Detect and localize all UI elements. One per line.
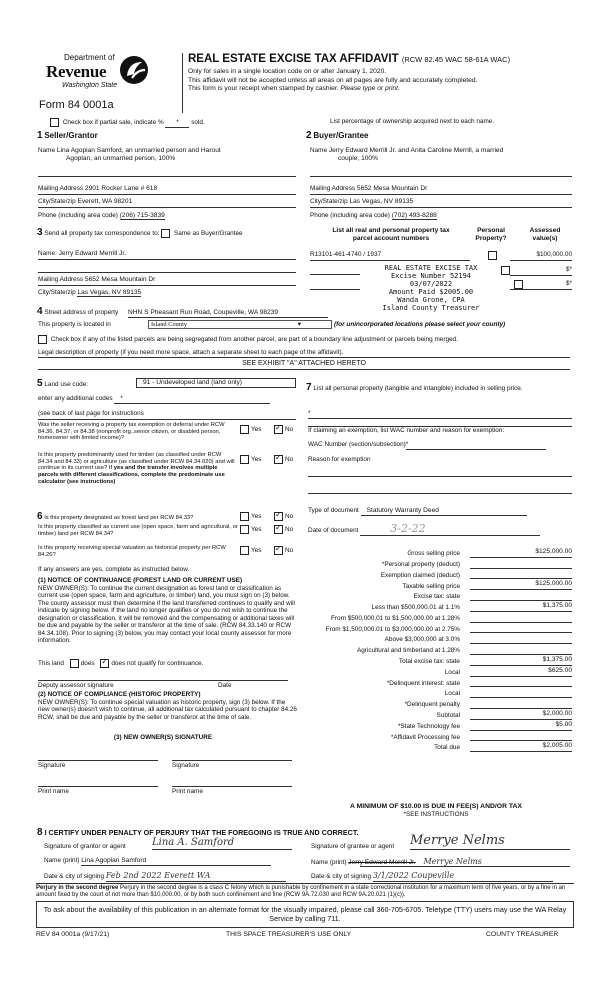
new-owner-signature-2[interactable]: Signature (172, 762, 200, 769)
county-select[interactable]: Island County ▾ (148, 320, 332, 329)
calc-row (300, 601, 572, 612)
calc-label: *State Technology fee (397, 722, 460, 730)
unincorp-note: (for unincorporated locations please select your county) (334, 321, 506, 328)
assessed-value-2[interactable]: $* (565, 266, 572, 273)
section4-address[interactable]: 4 Street address of property NHN S Pheasant Run Road, Coupeville, WA 98239 (37, 306, 328, 318)
form-revision: REV 84 0001a (9/17/21) (36, 931, 110, 938)
calc-value[interactable]: $2,000.00 (470, 710, 572, 720)
partial-sale-checkbox[interactable] (50, 118, 59, 127)
seller-heading: 1 Seller/Grantor (37, 130, 98, 141)
treasurer-use-label: THIS SPACE TREASURER'S USE ONLY (226, 931, 352, 938)
calc-label: Total excise tax: state (398, 658, 460, 666)
q-timber-yes[interactable]: Yes (240, 455, 261, 464)
calc-row (300, 741, 572, 752)
q-forest-yes[interactable]: Yes (240, 512, 261, 521)
calc-row (300, 655, 572, 666)
calc-row (300, 590, 572, 601)
seller-city[interactable]: City/State/zip Everett, WA 98201 (38, 198, 133, 205)
seller-name-field[interactable]: Name Lina Agopian Samford, an unmarried person and Harout Agoplan, an unmarried person, 100% (38, 147, 221, 162)
see-instructions: *SEE INSTRUCTIONS (403, 811, 469, 818)
new-owner-print-2[interactable]: Print name (172, 788, 203, 795)
if-yes-note: If any answers are yes, complete as instructed below. (38, 566, 190, 573)
same-as-buyer-checkbox[interactable] (161, 229, 170, 238)
calc-value[interactable] (470, 731, 572, 741)
form-title: REAL ESTATE EXCISE TAX AFFIDAVIT (RCW 82.45 WAC 58-61A WAC) (188, 53, 511, 65)
q-historic-no[interactable]: ✓ No (274, 546, 293, 555)
personal-property-checkbox-1[interactable] (488, 251, 497, 260)
calc-label: Local (444, 690, 460, 698)
section3-heading: 3 Send all property tax correspondence to: Same as Buyer/Grantee (37, 227, 243, 238)
calc-value[interactable] (470, 613, 572, 623)
accessibility-notice: To ask about the availability of this publication in an alternate format for the visually impaired, please call 360-705-6705. Teletype (TTY) users may use the WA Relay Service by calling 711. (36, 901, 574, 928)
personal-property-checkbox-2[interactable] (501, 266, 510, 275)
calc-label: Taxable selling price (402, 582, 460, 590)
doc-type[interactable]: Type of document Statutory Warranty Deed (308, 507, 527, 516)
calc-row (300, 558, 572, 569)
calc-row (300, 612, 572, 623)
segregated-row: Check box if any of the listed parcels are being segregated from another parcel, are part of a boundary line adjustment or parcels being merged. (38, 335, 458, 344)
calc-value[interactable]: $5.00 (470, 721, 572, 731)
does-not-qualify-checkbox[interactable] (100, 659, 109, 668)
assessed-value-1[interactable]: $100,000.00 (536, 251, 572, 258)
section3-mailing[interactable]: Mailing Address 5652 Mesa Mountain Dr (38, 276, 156, 283)
treasurer-stamp: REAL ESTATE EXCISE TAX Excise Number 52194 03/07/2022 Amount Paid $2005.00 Wanda Grone, CPA Island County Treasurer (382, 264, 480, 313)
calc-value[interactable] (470, 688, 572, 698)
calc-label: Subtotal (436, 712, 460, 720)
calc-value[interactable]: $125,000.00 (470, 548, 572, 558)
exemption-reason[interactable]: Reason for exemption (308, 456, 371, 463)
additional-codes[interactable]: enter any additional codes * (38, 395, 270, 404)
grantee-sig-label: Signature of grantee or agent (311, 843, 395, 850)
calc-value[interactable]: $2,005.00 (470, 742, 572, 752)
calc-value[interactable]: $625.00 (470, 667, 572, 677)
revenue-logo-icon (118, 54, 152, 86)
calc-label: *Personal property (deduct) (381, 560, 460, 568)
form-number: Form 84 0001a (39, 99, 114, 111)
parcel-number-1[interactable]: R13101-461-4740 / 1937 (310, 251, 382, 258)
q-timber-no[interactable]: ✓ No (274, 455, 293, 464)
grantor-date-row[interactable]: Date & city of signing Feb 2nd 2022 Everett WA (44, 871, 286, 882)
county-treasurer-label: COUNTY TREASURER (486, 931, 559, 938)
calc-label: Excise tax: state (413, 593, 460, 601)
new-owner-signature-1[interactable]: Signature (38, 762, 66, 769)
calc-row (300, 569, 572, 580)
assessed-col-header: Assessed value(s) (529, 227, 561, 242)
calc-row (300, 666, 572, 677)
continuance-text: NEW OWNER(S): To continue the current designation as forest land or classification as current use (open space, farm and agriculture, or timber) land, you must sign on (3) below. The county assessor must then determine if the land transferred continues to qualify and will indicate by signing below. If the land no longer qualifies or you do not wish to continue the designation or classification, it will be removed and the compensating or additional taxes will be due and payable by the seller or transferor at the time of sale. (RCW 84.33.140 or RCW 84.34.108). Prior to signing (3) below, you may contact your local county assessor for more information. (38, 585, 295, 644)
calc-value[interactable]: $125,000.00 (470, 580, 572, 590)
personal-property-list[interactable]: * (308, 410, 311, 417)
q-exemption-no[interactable]: ✓ No (274, 425, 293, 434)
deputy-sig-label: Deputy assessor signature (38, 682, 114, 689)
certify-line: 8 I CERTIFY UNDER PENALTY OF PERJURY THAT THE FOREGOING IS TRUE AND CORRECT. (37, 827, 359, 838)
perjury-notice: Perjury in the second degree Perjury in the second degree is a class C felony which is punishable by confinement in a state correctional institution for a maximum term of five years, or by a fine in an amount fixed by the court of not more than $10,000.00, or by both such confinement and fine (RCW 9A.72.030 and RCW 9A.20.021 (1)(c)). (36, 883, 574, 899)
calc-value[interactable] (470, 569, 572, 579)
wac-number[interactable]: WAC Number (section/subsection)* (308, 441, 546, 450)
segregated-checkbox[interactable] (38, 335, 47, 344)
calc-label: From $1,500,000.01 to $3,000,000.00 at 2.75% (325, 625, 460, 633)
grantor-signature[interactable]: Lina A. Samford (152, 837, 292, 850)
calc-row (300, 687, 572, 698)
see-back-note: (see back of last page for instructions (38, 410, 144, 417)
calc-label: *Delinquent penalty (404, 701, 460, 709)
legal-description[interactable]: SEE EXHIBIT "A" ATTACHED HERETO (242, 360, 366, 367)
calc-value[interactable] (470, 677, 572, 687)
tax-calculation (300, 547, 572, 752)
calc-value[interactable] (470, 634, 572, 644)
calc-row (300, 720, 572, 731)
new-owner-print-1[interactable]: Print name (38, 788, 69, 795)
q-exemption: Was the seller receiving a property tax exemption or deferral under RCW 84.36, 84.37, or 84.38 (nonprofit org.,senior citizen, or disabled person, homeowner with limited income)? (38, 422, 225, 442)
calc-label: Less than $500,000.01 at 1.1% (371, 604, 460, 612)
calc-value[interactable] (470, 645, 572, 655)
partial-sale-pct[interactable]: * (165, 119, 189, 128)
calc-row (300, 579, 572, 590)
calc-row (300, 633, 572, 644)
deputy-date-label: Date (218, 682, 232, 689)
buyer-name-field[interactable]: Name Jerry Edward Merrill Jr. and Anita Caroline Merrill, a married couple, 100% (310, 147, 504, 162)
q-forest: 6 Is this property designated as forest land per RCW 84.33? (37, 511, 194, 522)
compliance-heading: (2) NOTICE OF COMPLIANCE (HISTORIC PROPERTY) (38, 691, 201, 698)
personal-col-header: Personal Property? (475, 227, 507, 242)
q-forest-no[interactable]: ✓ No (274, 512, 293, 521)
calc-label: *Affidavit Processing fee (390, 733, 460, 741)
state-name: Washington State (62, 82, 118, 89)
section5-heading: 5 Land use code: (37, 378, 89, 389)
grantee-date-row[interactable]: Date & city of signing 3/1/2022 Coupeville (311, 871, 553, 882)
does-qualify-checkbox[interactable] (70, 659, 79, 668)
calc-value[interactable] (470, 699, 572, 709)
calc-row (300, 547, 572, 558)
calc-row (300, 677, 572, 688)
calc-value[interactable] (470, 591, 572, 601)
section7-label: 7 List all personal property (tangible and intangible) included in selling price. (306, 382, 523, 393)
seller-phone[interactable]: Phone (including area code) (206) 715-3839 (38, 212, 165, 219)
calc-label: Agricultural and timberland at 1.28% (356, 647, 460, 655)
q-current-use: Is this property classified as current use (open space, farm and agricultural, or timber) land per RCW 84.34? (38, 524, 238, 537)
located-row: This property is located in (38, 321, 111, 328)
calc-label: Total due (434, 744, 460, 752)
calc-value[interactable] (470, 623, 572, 633)
dept-line: Department of (64, 53, 115, 62)
calc-row (300, 731, 572, 742)
land-use-select[interactable]: 91 - Undeveloped land (land only) (136, 378, 296, 388)
assessed-value-3[interactable]: $* (565, 280, 572, 287)
ownership-note: List percentage of ownership acquired next to each name. (330, 118, 495, 125)
calc-label: Local (444, 668, 460, 676)
minimum-note: A MINIMUM OF $10.00 IS DUE IN FEE(S) AND/OR TAX (350, 803, 522, 810)
section3-city[interactable]: City/State/zip Las Vegas, NV 89135 (38, 289, 142, 296)
buyer-city[interactable]: City/State/zip Las Vegas, NV 89135 (310, 198, 414, 205)
calc-row (300, 623, 572, 634)
q-historic: Is this property receiving special valuation as historical property per RCW 84.26? (38, 545, 226, 558)
form-instructions: Only for sales in a single location code on or after January 1, 2020. This affidavit will not be accepted unless all areas on all pages are fully and accurately completed. This form is your receipt when stamped by cashier. Please type or print. (188, 68, 478, 93)
calc-label: Above $3,000,000 at 3.0% (384, 636, 460, 644)
continuance-choice: This land does ✓ does not qualify for continuance. (38, 659, 203, 668)
q-exemption-yes[interactable]: Yes (240, 425, 261, 434)
buyer-heading: 2 Buyer/Grantee (306, 130, 369, 141)
calc-value[interactable]: $1,375.00 (470, 602, 572, 612)
calc-label: Gross selling price (407, 550, 460, 558)
grantee-name-row[interactable]: Name (print) Jerry Edward Merrill Jr. Merrye Nelms (311, 857, 482, 866)
parcel-col-header: List all real and personal property tax parcel account numbers (332, 227, 450, 242)
section3-name[interactable]: Name: Jerry Edward Merrill Jr. (38, 250, 127, 257)
calc-row (300, 644, 572, 655)
doc-date[interactable]: Date of document 3-2-22 (308, 522, 540, 536)
buyer-phone[interactable]: Phone (including area code) (702) 493-8288 (310, 212, 437, 219)
calc-label: Exemption claimed (deduct) (380, 571, 460, 579)
compliance-text: NEW OWNER(S): To continue special valuation as historic property, sign (3) below. If the new owner(s) doesn't wish to continue, all additional tax calculated pursuant to chapter 84.26 RCW, shall be due and payable by the seller or transferor at the time of sale. (38, 699, 297, 721)
grantee-signature[interactable]: Merrye Nelms (410, 833, 570, 850)
partial-sale-row: Check box if partial sale, indicate % * sold. (50, 118, 205, 128)
continuance-heading: (1) NOTICE OF CONTINUANCE (FOREST LAND OR CURRENT USE) (38, 577, 243, 584)
calc-row (300, 709, 572, 720)
calc-value[interactable]: $1,375.00 (470, 656, 572, 666)
seller-mailing[interactable]: Mailing Address 2901 Rocker Lane # 618 (38, 185, 158, 192)
new-owner-sig-heading: (3) NEW OWNER(S) SIGNATURE (113, 734, 213, 741)
q-timber: Is this property predominantly used for timber (as classified under RCW 84.34 and 84.33) or agriculture (as classified under RCW 84.34.020) and will continue in its current use? If yes and the transfer involves multiple parcels with different classifications, complete the predominate use calculator (see instructions) (38, 452, 235, 485)
calc-value[interactable] (470, 559, 572, 569)
legal-label: Legal description of property (if you need more space, attach a separate sheet to each page of the affidavit). (38, 349, 344, 356)
q-historic-yes[interactable]: Yes (240, 546, 261, 555)
calc-label: *Delinquent interest: state (386, 679, 460, 687)
q-current-use-yes[interactable]: Yes (240, 525, 261, 534)
dropdown-icon: ▾ (297, 321, 301, 328)
exemption-label: If claiming an exemption, list WAC number and reason for exemption: (308, 427, 505, 434)
q-current-use-no[interactable]: ✓ No (274, 525, 293, 534)
grantor-name-row[interactable]: Name (print) Lina Agopian Samford (44, 857, 271, 866)
calc-label: From $500,000.01 to $1,500,000.00 at 1.28% (331, 614, 460, 622)
grantor-sig-label: Signature of grantor or agent (44, 843, 126, 850)
buyer-mailing[interactable]: Mailing Address 5652 Mesa Mountain Dr (310, 185, 428, 192)
calc-row (300, 698, 572, 709)
dept-name: Revenue (46, 62, 107, 81)
